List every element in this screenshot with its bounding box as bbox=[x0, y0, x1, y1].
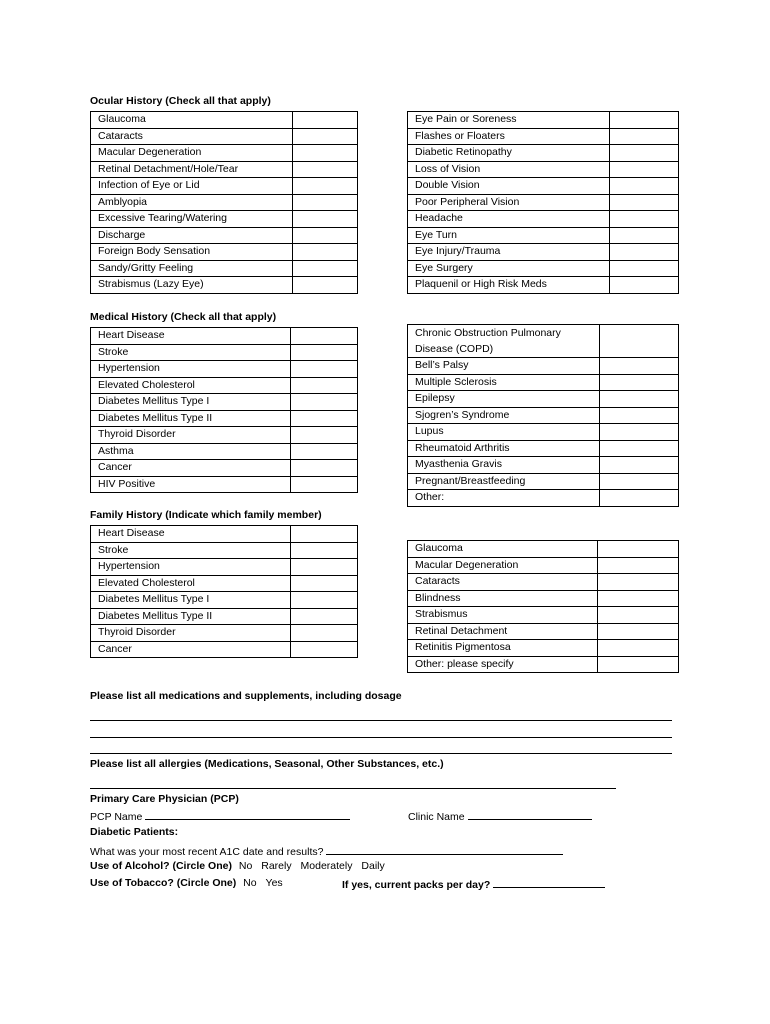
checklist-row bbox=[408, 374, 679, 391]
checklist-row bbox=[91, 394, 358, 411]
checklist-row bbox=[91, 145, 358, 162]
checklist-row bbox=[408, 128, 679, 145]
checklist-row bbox=[91, 260, 358, 277]
checkbox-cell[interactable] bbox=[291, 460, 358, 477]
ocular-history-left-table bbox=[90, 111, 358, 294]
packs-row bbox=[342, 877, 605, 891]
alcohol-option-moderately[interactable]: Moderately bbox=[300, 860, 353, 872]
checkbox-cell[interactable] bbox=[598, 607, 679, 624]
a1c-row bbox=[90, 844, 563, 858]
checkbox-cell[interactable] bbox=[610, 112, 679, 129]
checklist-row bbox=[408, 623, 679, 640]
checklist-label: Plaquenil or High Risk Meds bbox=[408, 277, 610, 294]
checkbox-cell[interactable] bbox=[293, 260, 358, 277]
ocular-history-right-table bbox=[407, 111, 679, 294]
family-history-right-table bbox=[407, 540, 679, 673]
checkbox-cell[interactable] bbox=[291, 377, 358, 394]
checklist-label: Double Vision bbox=[408, 178, 610, 195]
checkbox-cell[interactable] bbox=[600, 457, 679, 474]
checkbox-cell[interactable] bbox=[600, 490, 679, 507]
checklist-label: HIV Positive bbox=[91, 476, 291, 493]
checklist-label: Sjogren’s Syndrome bbox=[408, 407, 600, 424]
family-history-heading: Family History (Indicate which family member) bbox=[90, 509, 322, 521]
checklist-row bbox=[408, 227, 679, 244]
medications-line-2[interactable] bbox=[90, 737, 672, 738]
checkbox-cell[interactable] bbox=[293, 244, 358, 261]
checkbox-cell[interactable] bbox=[293, 277, 358, 294]
checkbox-cell[interactable] bbox=[610, 128, 679, 145]
checklist-label: Glaucoma bbox=[408, 541, 598, 558]
checkbox-cell[interactable] bbox=[600, 440, 679, 457]
checklist-label: Retinal Detachment bbox=[408, 623, 598, 640]
checklist-label: Stroke bbox=[91, 344, 291, 361]
checklist-label: Myasthenia Gravis bbox=[408, 457, 600, 474]
checkbox-cell[interactable] bbox=[600, 374, 679, 391]
checkbox-cell[interactable] bbox=[291, 427, 358, 444]
checklist-row bbox=[408, 574, 679, 591]
checkbox-cell[interactable] bbox=[291, 361, 358, 378]
checkbox-cell[interactable] bbox=[293, 145, 358, 162]
checklist-row bbox=[91, 128, 358, 145]
checklist-row bbox=[91, 641, 358, 658]
medical-history-left-table bbox=[90, 327, 358, 493]
checkbox-cell[interactable] bbox=[610, 244, 679, 261]
checklist-row bbox=[408, 656, 679, 673]
checklist-row bbox=[408, 557, 679, 574]
checklist-row bbox=[408, 260, 679, 277]
checklist-row bbox=[91, 443, 358, 460]
checklist-row bbox=[91, 112, 358, 129]
checklist-label: Retinal Detachment/Hole/Tear bbox=[91, 161, 293, 178]
medications-line-1[interactable] bbox=[90, 720, 672, 721]
checklist-row bbox=[91, 476, 358, 493]
medications-line-3[interactable] bbox=[90, 753, 672, 754]
checklist-label: Heart Disease bbox=[91, 328, 291, 345]
checklist-row bbox=[408, 358, 679, 375]
diabetic-heading: Diabetic Patients: bbox=[90, 826, 179, 838]
checklist-label: Other: bbox=[408, 490, 600, 507]
checklist-row bbox=[91, 227, 358, 244]
pcp-name-field[interactable] bbox=[145, 809, 350, 820]
checkbox-cell[interactable] bbox=[293, 211, 358, 228]
checkbox-cell[interactable] bbox=[291, 625, 358, 642]
tobacco-option-no[interactable]: No bbox=[243, 877, 257, 889]
checkbox-cell[interactable] bbox=[600, 473, 679, 490]
checklist-row bbox=[408, 541, 679, 558]
checkbox-cell[interactable] bbox=[598, 574, 679, 591]
checkbox-cell[interactable] bbox=[291, 641, 358, 658]
tobacco-label: Use of Tobacco? (Circle One) bbox=[90, 877, 237, 889]
checklist-row bbox=[91, 575, 358, 592]
checklist-row bbox=[91, 608, 358, 625]
checkbox-cell[interactable] bbox=[598, 656, 679, 673]
allergies-line[interactable] bbox=[90, 788, 616, 789]
checklist-label: Eye Turn bbox=[408, 227, 610, 244]
checkbox-cell[interactable] bbox=[291, 608, 358, 625]
checklist-row bbox=[91, 178, 358, 195]
checklist-label: Cancer bbox=[91, 641, 291, 658]
checklist-label: Other: please specify bbox=[408, 656, 598, 673]
checklist-label: Discharge bbox=[91, 227, 293, 244]
checkbox-cell[interactable] bbox=[600, 358, 679, 375]
checklist-label: Sandy/Gritty Feeling bbox=[91, 260, 293, 277]
checklist-label: Stroke bbox=[91, 542, 291, 559]
checkbox-cell[interactable] bbox=[291, 575, 358, 592]
checklist-row bbox=[408, 407, 679, 424]
copd-label-line2: Disease (COPD) bbox=[415, 343, 494, 355]
checklist-row bbox=[91, 427, 358, 444]
checklist-label: Thyroid Disorder bbox=[91, 625, 291, 642]
checklist-row bbox=[91, 625, 358, 642]
checklist-label: Eye Injury/Trauma bbox=[408, 244, 610, 261]
checklist-label: Bell’s Palsy bbox=[408, 358, 600, 375]
checklist-row bbox=[408, 607, 679, 624]
checklist-row bbox=[408, 145, 679, 162]
pcp-name-label: PCP Name bbox=[90, 811, 143, 823]
checklist-label: Multiple Sclerosis bbox=[408, 374, 600, 391]
checklist-label bbox=[408, 325, 600, 358]
checklist-label: Infection of Eye or Lid bbox=[91, 178, 293, 195]
checklist-label: Eye Surgery bbox=[408, 260, 610, 277]
checklist-label: Glaucoma bbox=[91, 112, 293, 129]
checkbox-cell[interactable] bbox=[600, 407, 679, 424]
checkbox-cell[interactable] bbox=[610, 161, 679, 178]
checklist-row bbox=[91, 361, 358, 378]
checkbox-cell[interactable] bbox=[598, 640, 679, 657]
checklist-label: Headache bbox=[408, 211, 610, 228]
a1c-field[interactable] bbox=[326, 844, 563, 855]
checklist-label: Hypertension bbox=[91, 559, 291, 576]
checkbox-cell[interactable] bbox=[610, 178, 679, 195]
checkbox-cell[interactable] bbox=[293, 128, 358, 145]
alcohol-row bbox=[90, 860, 385, 872]
checkbox-cell[interactable] bbox=[291, 410, 358, 427]
checkbox-cell[interactable] bbox=[293, 112, 358, 129]
checklist-label: Strabismus bbox=[408, 607, 598, 624]
checkbox-cell[interactable] bbox=[598, 541, 679, 558]
checkbox-cell[interactable] bbox=[293, 178, 358, 195]
checklist-row bbox=[408, 590, 679, 607]
checkbox-cell[interactable] bbox=[610, 227, 679, 244]
tobacco-row bbox=[90, 877, 283, 889]
checklist-row bbox=[91, 410, 358, 427]
checklist-label: Cancer bbox=[91, 460, 291, 477]
checklist-label: Pregnant/Breastfeeding bbox=[408, 473, 600, 490]
packs-question: If yes, current packs per day? bbox=[342, 879, 491, 891]
checklist-row bbox=[91, 559, 358, 576]
medical-history-heading: Medical History (Check all that apply) bbox=[90, 311, 277, 323]
checkbox-cell[interactable] bbox=[600, 325, 679, 358]
checkbox-cell[interactable] bbox=[600, 424, 679, 441]
checkbox-cell[interactable] bbox=[293, 161, 358, 178]
checklist-row bbox=[408, 194, 679, 211]
checkbox-cell[interactable] bbox=[598, 623, 679, 640]
checklist-row bbox=[408, 457, 679, 474]
a1c-question: What was your most recent A1C date and results? bbox=[90, 846, 324, 858]
checkbox-cell[interactable] bbox=[293, 227, 358, 244]
checklist-row bbox=[408, 277, 679, 294]
checklist-row bbox=[91, 328, 358, 345]
checklist-label: Diabetes Mellitus Type I bbox=[91, 592, 291, 609]
checklist-label: Amblyopia bbox=[91, 194, 293, 211]
clinic-name-field[interactable] bbox=[468, 809, 592, 820]
checklist-row bbox=[91, 460, 358, 477]
allergies-heading: Please list all allergies (Medications, Seasonal, Other Substances, etc.) bbox=[90, 758, 444, 770]
checkbox-cell[interactable] bbox=[610, 145, 679, 162]
checkbox-cell[interactable] bbox=[610, 211, 679, 228]
checklist-row bbox=[408, 473, 679, 490]
checklist-label: Elevated Cholesterol bbox=[91, 575, 291, 592]
alcohol-label: Use of Alcohol? (Circle One) bbox=[90, 860, 232, 872]
checkbox-cell[interactable] bbox=[610, 277, 679, 294]
checkbox-cell[interactable] bbox=[291, 443, 358, 460]
checklist-label: Loss of Vision bbox=[408, 161, 610, 178]
checklist-row bbox=[408, 424, 679, 441]
checklist-row bbox=[91, 277, 358, 294]
checklist-row bbox=[91, 377, 358, 394]
checklist-row bbox=[408, 640, 679, 657]
checklist-label: Cataracts bbox=[91, 128, 293, 145]
checklist-row bbox=[91, 211, 358, 228]
family-history-left-table bbox=[90, 525, 358, 658]
checklist-label: Epilepsy bbox=[408, 391, 600, 408]
checklist-label: Retinitis Pigmentosa bbox=[408, 640, 598, 657]
pcp-heading: Primary Care Physician (PCP) bbox=[90, 793, 239, 805]
medical-history-right-table bbox=[407, 324, 679, 507]
checkbox-cell[interactable] bbox=[598, 557, 679, 574]
checklist-label: Excessive Tearing/Watering bbox=[91, 211, 293, 228]
checklist-label: Thyroid Disorder bbox=[91, 427, 291, 444]
checklist-label: Eye Pain or Soreness bbox=[408, 112, 610, 129]
checkbox-cell[interactable] bbox=[610, 260, 679, 277]
packs-field[interactable] bbox=[493, 877, 605, 888]
checkbox-cell[interactable] bbox=[610, 194, 679, 211]
checklist-label: Diabetes Mellitus Type I bbox=[91, 394, 291, 411]
checklist-row bbox=[408, 391, 679, 408]
checklist-row bbox=[408, 244, 679, 261]
checklist-row bbox=[408, 325, 679, 358]
checklist-row bbox=[91, 542, 358, 559]
checklist-label: Elevated Cholesterol bbox=[91, 377, 291, 394]
checkbox-cell[interactable] bbox=[291, 328, 358, 345]
checklist-label: Lupus bbox=[408, 424, 600, 441]
checklist-label: Diabetic Retinopathy bbox=[408, 145, 610, 162]
checklist-label: Diabetes Mellitus Type II bbox=[91, 608, 291, 625]
checklist-row bbox=[408, 490, 679, 507]
checklist-label: Diabetes Mellitus Type II bbox=[91, 410, 291, 427]
checkbox-cell[interactable] bbox=[291, 559, 358, 576]
checklist-label: Foreign Body Sensation bbox=[91, 244, 293, 261]
checkbox-cell[interactable] bbox=[293, 194, 358, 211]
checkbox-cell[interactable] bbox=[291, 344, 358, 361]
checklist-row bbox=[408, 440, 679, 457]
checklist-row bbox=[91, 344, 358, 361]
checkbox-cell[interactable] bbox=[291, 542, 358, 559]
clinic-name-label: Clinic Name bbox=[408, 811, 465, 823]
alcohol-option-daily[interactable]: Daily bbox=[361, 860, 385, 872]
medications-heading: Please list all medications and supplements, including dosage bbox=[90, 690, 402, 702]
checkbox-cell[interactable] bbox=[291, 394, 358, 411]
checklist-row bbox=[91, 526, 358, 543]
checklist-label: Flashes or Floaters bbox=[408, 128, 610, 145]
checklist-row bbox=[91, 592, 358, 609]
checklist-row bbox=[408, 161, 679, 178]
checklist-row bbox=[408, 112, 679, 129]
checklist-label: Hypertension bbox=[91, 361, 291, 378]
checkbox-cell[interactable] bbox=[598, 590, 679, 607]
checklist-label: Strabismus (Lazy Eye) bbox=[91, 277, 293, 294]
checklist-row bbox=[91, 244, 358, 261]
checklist-row bbox=[408, 178, 679, 195]
checklist-label: Macular Degeneration bbox=[408, 557, 598, 574]
checklist-row bbox=[91, 161, 358, 178]
checklist-label: Asthma bbox=[91, 443, 291, 460]
alcohol-option-no[interactable]: No bbox=[238, 860, 253, 872]
checkbox-cell[interactable] bbox=[600, 391, 679, 408]
tobacco-option-yes[interactable]: Yes bbox=[265, 877, 283, 889]
ocular-history-heading: Ocular History (Check all that apply) bbox=[90, 95, 271, 107]
checklist-label: Macular Degeneration bbox=[91, 145, 293, 162]
checklist-label: Cataracts bbox=[408, 574, 598, 591]
checklist-label: Rheumatoid Arthritis bbox=[408, 440, 600, 457]
checklist-label: Blindness bbox=[408, 590, 598, 607]
alcohol-option-rarely[interactable]: Rarely bbox=[261, 860, 292, 872]
checklist-label: Heart Disease bbox=[91, 526, 291, 543]
checkbox-cell[interactable] bbox=[291, 592, 358, 609]
checkbox-cell[interactable] bbox=[291, 526, 358, 543]
clinic-name-row bbox=[408, 809, 592, 823]
pcp-name-row bbox=[90, 809, 350, 823]
checklist-label: Poor Peripheral Vision bbox=[408, 194, 610, 211]
checklist-row bbox=[91, 194, 358, 211]
checkbox-cell[interactable] bbox=[291, 476, 358, 493]
copd-label-line1: Chronic Obstruction Pulmonary bbox=[415, 327, 561, 339]
checklist-row bbox=[408, 211, 679, 228]
